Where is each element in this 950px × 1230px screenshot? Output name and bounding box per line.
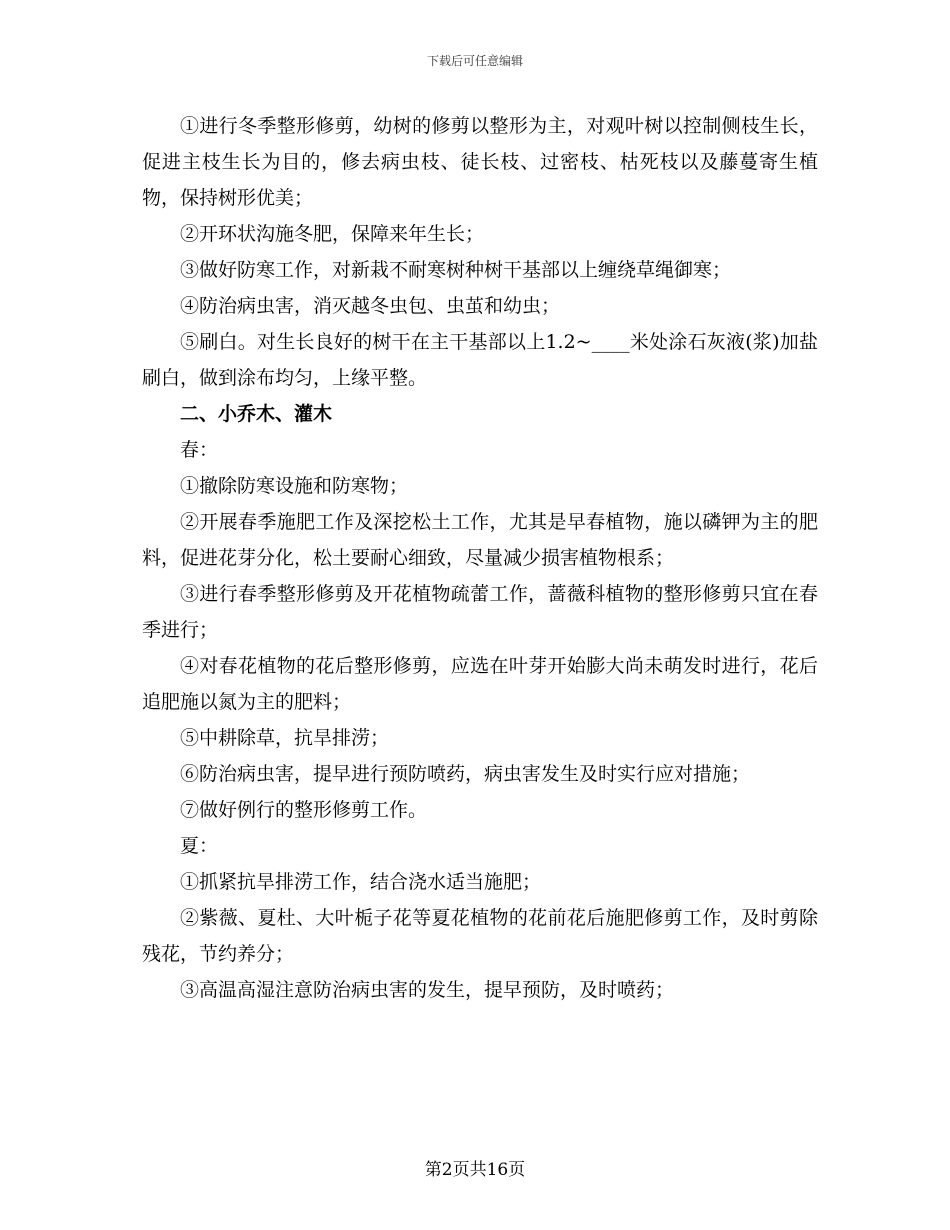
paragraph: ④防治病虫害，消灭越冬虫包、虫茧和幼虫； bbox=[180, 295, 561, 317]
paragraph: ②紫薇、夏杜、大叶栀子花等夏花植物的花前花后施肥修剪工作，及时剪除残花，节约养分； bbox=[142, 907, 818, 965]
page-number-footer: 第2页共16页 bbox=[424, 1160, 526, 1180]
section-heading: 二、小乔木、灌木 bbox=[180, 403, 333, 425]
paragraph: ②开展春季施肥工作及深挖松土工作，尤其是早春植物，施以磷钾为主的肥料，促进花芽分化，松土要耐心细致，尽量减少损害植物根系； bbox=[142, 511, 818, 569]
subsection-label: 夏： bbox=[180, 835, 219, 857]
document-body bbox=[142, 108, 818, 1008]
paragraph: ③高温高湿注意防治病虫害的发生，提早预防，及时喷药； bbox=[180, 979, 675, 1001]
subsection-label: 春： bbox=[180, 439, 219, 461]
paragraph: ①抓紧抗旱排涝工作，结合浇水适当施肥； bbox=[180, 871, 542, 893]
paragraph: ②开环状沟施冬肥，保障来年生长； bbox=[180, 223, 485, 245]
paragraph: ⑥防治病虫害，提早进行预防喷药，病虫害发生及时实行应对措施； bbox=[180, 763, 751, 785]
paragraph: ④对春花植物的花后整形修剪，应选在叶芽开始膨大尚未萌发时进行，花后追肥施以氮为主的肥料； bbox=[142, 655, 818, 713]
page-header-note: 下载后可任意编辑 bbox=[426, 54, 523, 68]
paragraph: ⑤中耕除草，抗旱排涝； bbox=[180, 727, 390, 749]
paragraph: ③进行春季整形修剪及开花植物疏蕾工作，蔷薇科植物的整形修剪只宜在春季进行； bbox=[142, 583, 818, 641]
paragraph: ⑤刷白。对生长良好的树干在主干基部以上1.2~____米处涂石灰液(浆)加盐刷白，做到涂布均匀，上缘平整。 bbox=[142, 331, 818, 389]
paragraph: ①撤除防寒设施和防寒物； bbox=[180, 475, 409, 497]
paragraph: ⑦做好例行的整形修剪工作。 bbox=[180, 799, 428, 821]
paragraph: ③做好防寒工作，对新栽不耐寒树种树干基部以上缠绕草绳御寒； bbox=[180, 259, 732, 281]
paragraph: ①进行冬季整形修剪，幼树的修剪以整形为主，对观叶树以控制侧枝生长，促进主枝生长为目的，修去病虫枝、徒长枝、过密枝、枯死枝以及藤蔓寄生植物，保持树形优美； bbox=[142, 115, 818, 209]
